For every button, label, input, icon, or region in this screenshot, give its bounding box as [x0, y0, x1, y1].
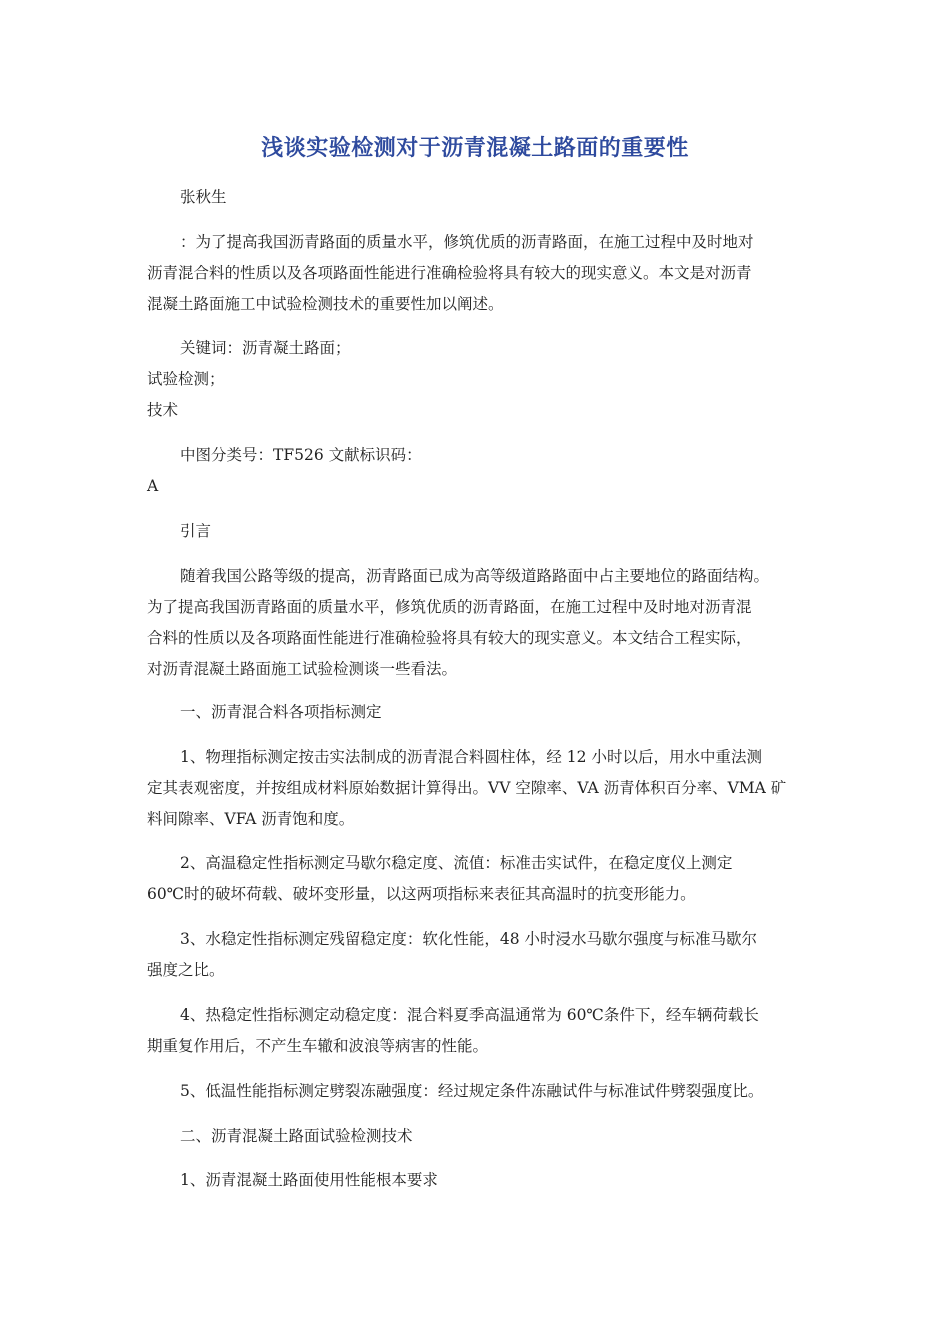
keywords-label: 关键词：沥青凝土路面；	[180, 339, 351, 357]
abstract-line: ：为了提高我国沥青路面的质量水平，修筑优质的沥青路面，在施工过程中及时地对	[180, 233, 754, 251]
item5-paragraph	[147, 1076, 807, 1107]
intro-line: 对沥青混凝土路面施工试验检测谈一些看法。	[147, 660, 458, 678]
keyword-item: 试验检测；	[147, 370, 225, 388]
keywords	[147, 333, 807, 426]
item2-line: 60℃时的破坏荷载、破坏变形量，以这两项指标来表征其高温时的抗变形能力。	[147, 885, 696, 903]
section1-heading-text: 一、沥青混合料各项指标测定	[180, 703, 382, 721]
item1-line: 1、物理指标测定按击实法制成的沥青混合料圆柱体，经 12 小时以后，用水中重法测	[180, 748, 762, 766]
abstract-line: 沥青混合料的性质以及各项路面性能进行准确检验将具有较大的现实意义。本文是对沥青	[147, 264, 752, 282]
classification	[147, 440, 807, 502]
item2-line: 2、高温稳定性指标测定马歇尔稳定度、流值：标准击实试件，在稳定度仪上测定	[180, 854, 733, 872]
item1-line: 定其表观密度，并按组成材料原始数据计算得出。VV 空隙率、VA 沥青体积百分率、VMA 矿	[147, 779, 787, 797]
intro-line: 随着我国公路等级的提高，沥青路面已成为高等级道路路面中占主要地位的路面结构。	[180, 567, 770, 585]
author-name: 张秋生	[180, 188, 227, 206]
item3-line: 强度之比。	[147, 961, 225, 979]
item1-paragraph	[147, 742, 807, 835]
document-code: A	[147, 477, 159, 495]
classification-number: 中图分类号：TF526 文献标识码：	[180, 446, 422, 464]
item4-line: 4、热稳定性指标测定动稳定度：混合料夏季高温通常为 60℃条件下，经车辆荷载长	[180, 1006, 759, 1024]
author	[147, 182, 840, 213]
section2-heading-text: 二、沥青混凝土路面试验检测技术	[180, 1127, 413, 1145]
intro-line: 合料的性质以及各项路面性能进行准确检验将具有较大的现实意义。本文结合工程实际，	[147, 629, 752, 647]
item2-paragraph	[147, 848, 807, 910]
item3-paragraph	[147, 924, 807, 986]
intro-heading	[147, 516, 840, 547]
intro-heading-text: 引言	[180, 522, 212, 540]
item4-paragraph	[147, 1000, 807, 1062]
section2-heading	[147, 1121, 840, 1152]
intro-line: 为了提高我国沥青路面的质量水平，修筑优质的沥青路面，在施工过程中及时地对沥青混	[147, 598, 752, 616]
page-title: 浅谈实验检测对于沥青混凝土路面的重要性	[261, 136, 689, 161]
section2-item1-text: 1、沥青混凝土路面使用性能根本要求	[180, 1171, 438, 1189]
item3-line: 3、水稳定性指标测定残留稳定度：软化性能，48 小时浸水马歇尔强度与标准马歇尔	[180, 930, 758, 948]
abstract-paragraph	[147, 227, 807, 320]
item4-line: 期重复作用后，不产生车辙和波浪等病害的性能。	[147, 1037, 489, 1055]
intro-paragraph	[147, 561, 807, 685]
abstract-line: 混凝土路面施工中试验检测技术的重要性加以阐述。	[147, 295, 504, 313]
section2-item1	[147, 1165, 840, 1196]
item5-line: 5、低温性能指标测定劈裂冻融强度：经过规定条件冻融试件与标准试件劈裂强度比。	[180, 1082, 764, 1100]
keyword-item: 技术	[147, 401, 179, 419]
section1-heading	[147, 697, 840, 728]
item1-line: 料间隙率、VFA 沥青饱和度。	[147, 810, 355, 828]
